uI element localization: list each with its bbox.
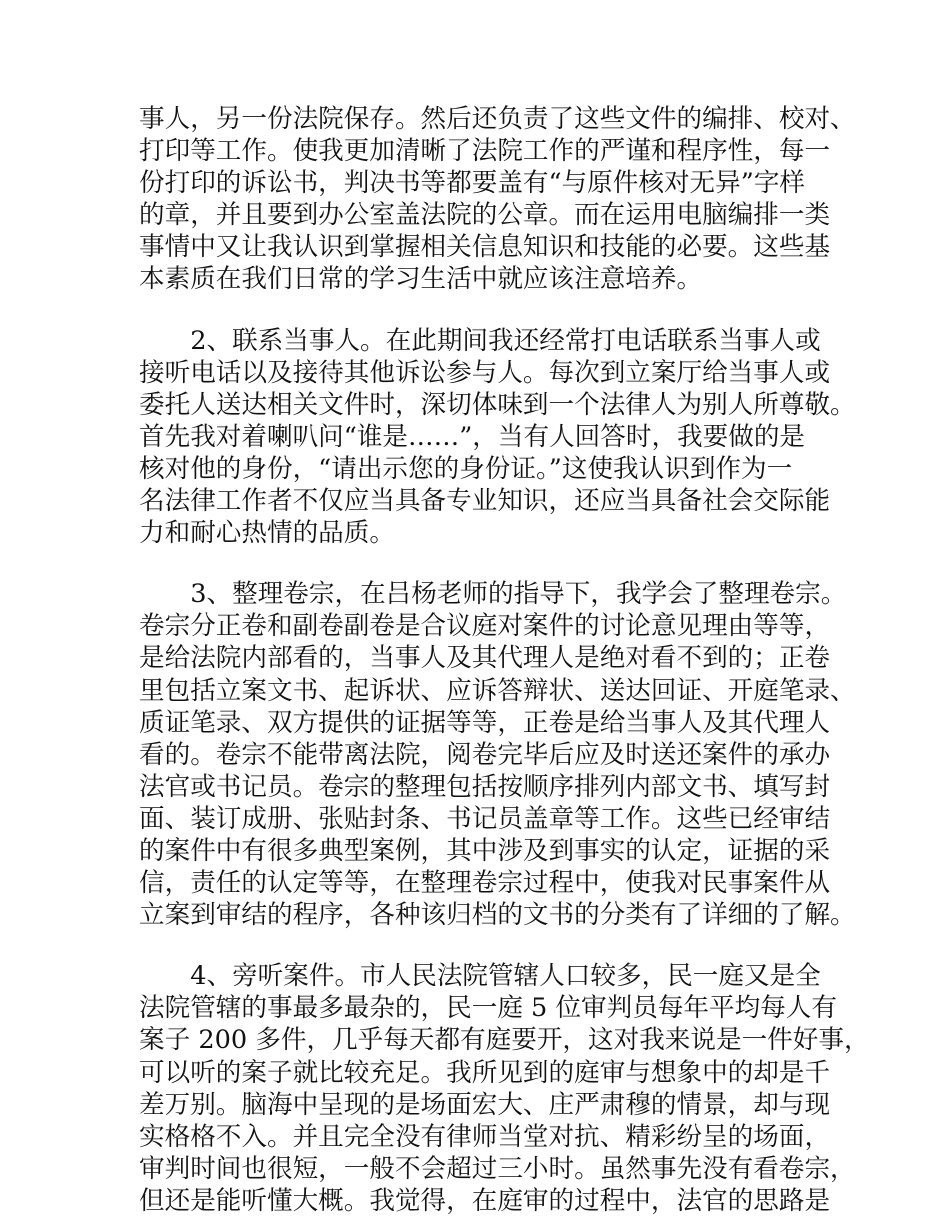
text-line: 但还是能听懂大概。我觉得，在庭审的过程中，法官的思路是 xyxy=(139,1185,831,1216)
text-line: 的章，并且要到办公室盖法院的公章。而在运用电脑编排一类 xyxy=(139,200,831,231)
text-line: 差万别。脑海中呈现的是场面宏大、庄严肃穆的情景，却与现 xyxy=(139,1089,831,1120)
text-line: 打印等工作。使我更加清晰了法院工作的严谨和程序性，每一 xyxy=(139,136,831,167)
text-line: 力和耐心热情的品质。 xyxy=(139,518,395,549)
text-line: 案子 200 多件，几乎每天都有庭要开，这对我来说是一件好事， xyxy=(139,1025,870,1056)
paragraph-1 xyxy=(139,103,856,296)
text-line: 委托人送达相关文件时，深切体味到一个法律人为别人所尊敬。 xyxy=(139,389,856,420)
text-line: 面、装订成册、张贴封条、书记员盖章等工作。这些已经审结 xyxy=(139,803,831,834)
text-line: 法院管辖的事最多最杂的，民一庭 5 位审判员每年平均每人有 xyxy=(139,993,837,1024)
text-line: 接听电话以及接待其他诉讼参与人。每次到立案厅给当事人或 xyxy=(139,357,831,388)
paragraph-3 xyxy=(139,578,856,931)
text-line: 质证笔录、双方提供的证据等等，正卷是给当事人及其代理人 xyxy=(139,707,831,738)
text-line: 事情中又让我认识到掌握相关信息知识和技能的必要。这些基 xyxy=(139,232,831,263)
text-line: 名法律工作者不仅应当具备专业知识，还应当具备社会交际能 xyxy=(139,486,831,517)
text-line: 卷宗分正卷和副卷副卷是合议庭对案件的讨论意见理由等等， xyxy=(139,611,831,642)
text-line: 里包括立案文书、起诉状、应诉答辩状、送达回证、开庭笔录、 xyxy=(139,675,856,706)
text-line: 核对他的身份，“请出示您的身份证。”这使我认识到作为一 xyxy=(139,453,793,484)
paragraph-gap xyxy=(139,296,829,325)
paragraph-gap xyxy=(139,931,829,960)
paragraph-gap xyxy=(139,549,829,578)
text-line: 的案件中有很多典型案例，其中涉及到事实的认定，证据的采 xyxy=(139,835,831,866)
text-line: 信，责任的认定等等，在整理卷宗过程中，使我对民事案件从 xyxy=(139,868,831,899)
text-line: 法官或书记员。卷宗的整理包括按顺序排列内部文书、填写封 xyxy=(139,771,831,802)
text-line: 看的。卷宗不能带离法院，阅卷完毕后应及时送还案件的承办 xyxy=(139,739,831,770)
body-text xyxy=(139,103,870,1217)
text-line: 3、整理卷宗，在吕杨老师的指导下，我学会了整理卷宗。 xyxy=(139,579,847,610)
paragraph-2 xyxy=(139,325,856,550)
text-line: 4、旁听案件。市人民法院管辖人口较多，民一庭又是全 xyxy=(139,961,821,992)
text-line: 本素质在我们日常的学习生活中就应该注意培养。 xyxy=(139,264,703,295)
text-line: 可以听的案子就比较充足。我所见到的庭审与想象中的却是千 xyxy=(139,1057,831,1088)
text-line: 2、联系当事人。在此期间我还经常打电话联系当事人或 xyxy=(139,325,821,356)
text-line: 首先我对着喇叭问“谁是……”，当有人回答时，我要做的是 xyxy=(139,421,806,452)
text-line: 份打印的诉讼书，判决书等都要盖有“与原件核对无异”字样 xyxy=(139,168,806,199)
paragraph-4 xyxy=(139,960,870,1217)
text-line: 审判时间也很短，一般不会超过三小时。虽然事先没有看卷宗， xyxy=(139,1153,856,1184)
text-line: 是给法院内部看的，当事人及其代理人是绝对看不到的；正卷 xyxy=(139,643,831,674)
text-line: 实格格不入。并且完全没有律师当堂对抗、精彩纷呈的场面， xyxy=(139,1121,831,1152)
text-line: 立案到审结的程序，各种该归档的文书的分类有了详细的了解。 xyxy=(139,900,856,931)
text-line: 事人，另一份法院保存。然后还负责了这些文件的编排、校对、 xyxy=(139,104,856,134)
